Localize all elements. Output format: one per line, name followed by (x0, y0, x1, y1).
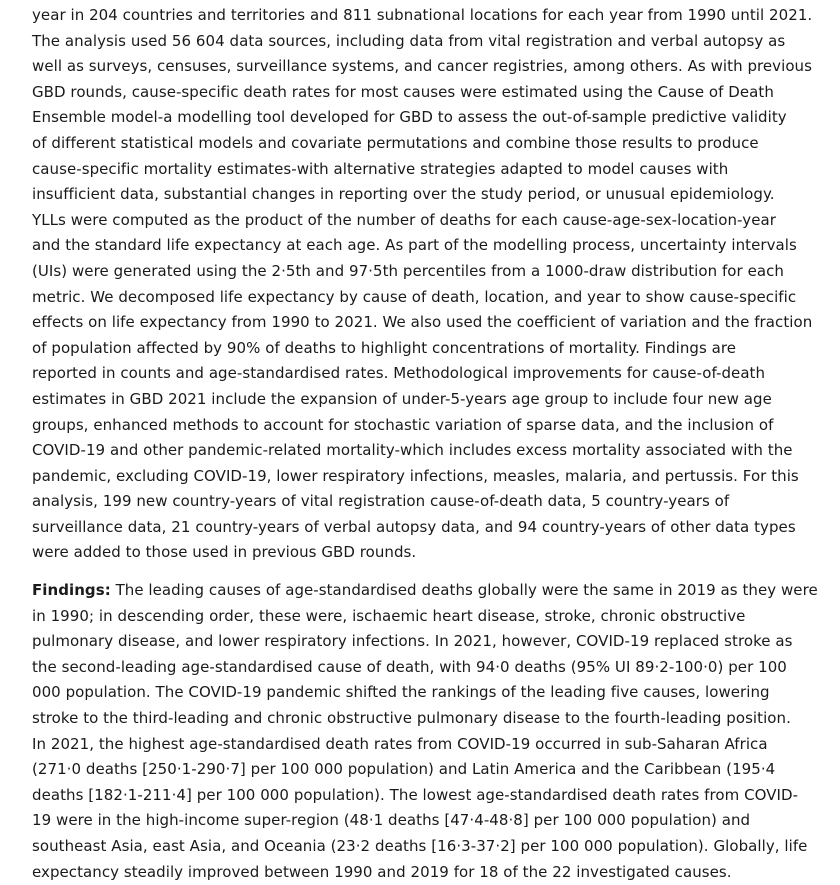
text-line: The analysis used 56 604 data sources, including data from vital registration and verbal autopsy as (32, 31, 786, 50)
findings-paragraph (32, 578, 822, 885)
text-line: COVID-19 and other pandemic-related mortality-which includes excess mortality associated with the (32, 441, 793, 460)
text-line: the second-leading age-standardised cause of death, with 94·0 deaths (95% UI 89·2-100·0) per 100 (32, 657, 787, 676)
text-line: were added to those used in previous GBD rounds. (32, 543, 417, 562)
text-line: well as surveys, censuses, surveillance systems, and cancer registries, among others. As with previous (32, 57, 812, 76)
text-line: expectancy steadily improved between 1990 and 2019 for 18 of the 22 investigated causes. (32, 862, 732, 881)
text-line: and the standard life expectancy at each age. As part of the modelling process, uncertainty intervals (32, 236, 797, 255)
text-line: effects on life expectancy from 1990 to 2021. We also used the coefficient of variation and the fraction (32, 313, 813, 332)
text-line: analysis, 199 new country-years of vital registration cause-of-death data, 5 country-years of (32, 492, 730, 511)
methods-paragraph (32, 3, 822, 566)
text-line: of different statistical models and covariate permutations and combine those results to produce (32, 133, 759, 152)
text-line: YLLs were computed as the product of the number of deaths for each cause-age-sex-location-year (32, 210, 776, 229)
text-line: deaths [182·1-211·4] per 100 000 population). The lowest age-standardised death rates from COVID- (32, 785, 799, 804)
text-line: groups, enhanced methods to account for stochastic variation of sparse data, and the inclusion of (32, 415, 774, 434)
text-line: reported in counts and age-standardised rates. Methodological improvements for cause-of-death (32, 364, 766, 383)
findings-first-line: The leading causes of age-standardised deaths globally were the same in 2019 as they were (110, 581, 818, 600)
text-line: southeast Asia, east Asia, and Oceania (23·2 deaths [16·3-37·2] per 100 000 population). Globally, life (32, 837, 808, 855)
text-line: pandemic, excluding COVID-19, lower respiratory infections, measles, malaria, and pertussis. For this (32, 466, 799, 485)
text-line: stroke to the third-leading and chronic obstructive pulmonary disease to the fourth-leading position. (32, 709, 791, 728)
text-line: (UIs) were generated using the 2·5th and 97·5th percentiles from a 1000-draw distribution for each (32, 261, 784, 280)
text-line: estimates in GBD 2021 include the expansion of under-5-years age group to include four new age (32, 389, 772, 408)
text-line: pulmonary disease, and lower respiratory infections. In 2021, however, COVID-19 replaced stroke as (32, 632, 793, 651)
document-body (32, 3, 822, 885)
text-line: 000 population. The COVID-19 pandemic shifted the rankings of the leading five causes, lowering (32, 683, 770, 702)
findings-heading: Findings: (32, 581, 111, 600)
text-line: cause-specific mortality estimates-with alternative strategies adapted to model causes with (32, 159, 729, 178)
text-line: in 1990; in descending order, these were, ischaemic heart disease, stroke, chronic obstructive (32, 606, 746, 625)
text-line (32, 578, 822, 604)
text-line: year in 204 countries and territories and 811 subnational locations for each year from 1990 until 2021. (32, 6, 813, 24)
text-line: (271·0 deaths [250·1-290·7] per 100 000 population) and Latin America and the Caribbean (195·4 (32, 760, 776, 779)
paragraph-spacer (32, 566, 822, 578)
text-line: of population affected by 90% of deaths to highlight concentrations of mortality. Findings are (32, 338, 737, 357)
text-line: 19 were in the high-income super-region (48·1 deaths [47·4-48·8] per 100 000 population) and (32, 811, 751, 830)
text-line: surveillance data, 21 country-years of verbal autopsy data, and 94 country-years of other data types (32, 517, 796, 536)
text-line: insufficient data, substantial changes in reporting over the study period, or unusual epidemiology. (32, 185, 775, 204)
text-line: In 2021, the highest age-standardised death rates from COVID-19 occurred in sub-Saharan Africa (32, 734, 768, 753)
text-line: metric. We decomposed life expectancy by cause of death, location, and year to show cause-specific (32, 287, 797, 306)
text-line: GBD rounds, cause-specific death rates for most causes were estimated using the Cause of Death (32, 82, 774, 101)
text-line: Ensemble model-a modelling tool developed for GBD to assess the out-of-sample predictive validity (32, 108, 787, 127)
